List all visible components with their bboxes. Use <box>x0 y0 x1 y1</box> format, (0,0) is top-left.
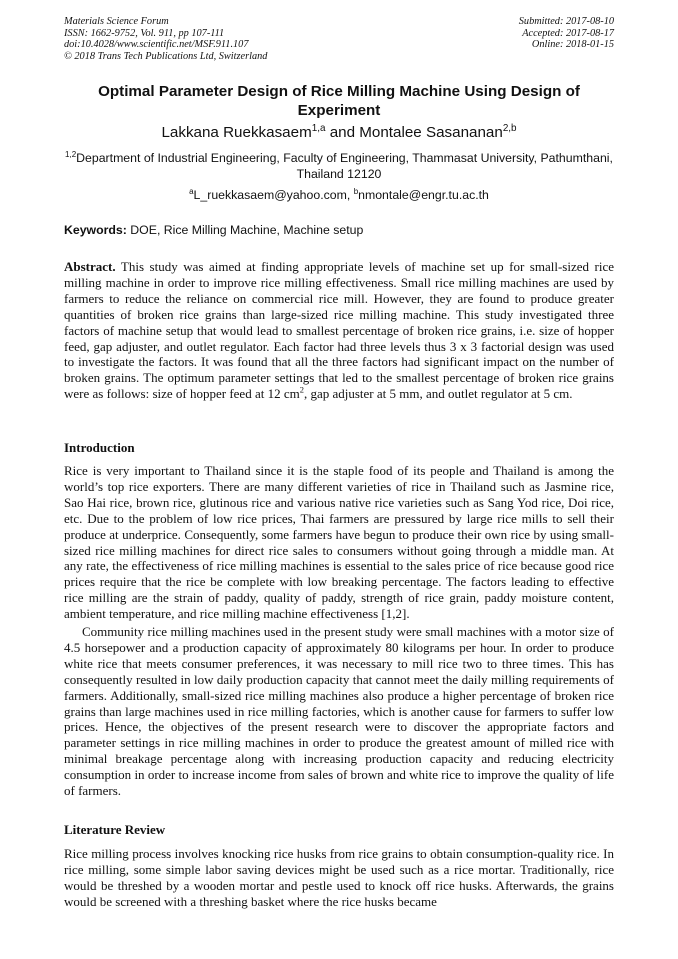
keywords <box>64 222 614 238</box>
literature-review-heading: Literature Review <box>64 822 166 837</box>
author-list <box>64 124 614 142</box>
affiliation <box>64 150 614 182</box>
introduction-paragraph-1: Rice is very important to Thailand since it is the staple food of its people and Thailand is among the world’s top rice exporters. There are many different varieties of rice in Thailand such as Jasmine rice, Sao Hai rice, brown rice, glutinous rice and various native rice varieties such as Sang Yod rice, Doi rice, etc. Due to the problem of low rice prices, Thai farmers are pressured by large rice mills to sell their produce at underprice. Consequently, some farmers have begun to produce their own rice by using small-sized rice milling machines for direct rice sales to consumers without going through a middle man. At any rate, the effectiveness of rice milling machines is essential to the sales price of rice because good rice prices require that the rice be complete with low breaking percentage. The factors leading to effective rice milling are the strain of paddy, quality of paddy, strength of rice grain, paddy moisture content, ambient temperature, and rice milling machine effectiveness [1,2]. <box>64 463 614 622</box>
author-1: Lakkana Ruekkasaem <box>161 124 312 141</box>
keywords-label: Keywords: <box>64 223 127 237</box>
abstract <box>64 259 614 402</box>
literature-review-paragraph-1: Rice milling process involves knocking rice husks from rice grains to obtain consumption-quality rice. In rice milling, some simple labor saving devices might be used such as a rice mortar. Traditionally, rice would be threshed by a wooden mortar and pestle used to knock off rice husks. Afterwards, the grains would be screened with a threshing basket where the rice husks became <box>64 846 614 909</box>
abstract-superscript: 2 <box>299 384 304 395</box>
keywords-text: DOE, Rice Milling Machine, Machine setup <box>126 223 364 237</box>
email-separator: , <box>346 188 354 202</box>
affiliation-mark: 1,2 <box>65 149 77 159</box>
email-a: L_ruekkasaem@yahoo.com <box>193 188 347 202</box>
abstract-text-end: , gap adjuster at 5 mm, and outlet regulator at 5 cm. <box>303 386 573 402</box>
online-date: Online: 2018-01-15 <box>531 39 614 51</box>
introduction-paragraph-2: Community rice milling machines used in the present study were small machines with a motor size of 4.5 horsepower and a production capacity of approximately 80 kilograms per hour. In order to produce white rice that meets consumer preferences, it was necessary to mill rice two to three times. This has consequently resulted in low daily production capacity that cannot meet the daily milling requirements of farmers. Additionally, small-sized rice milling machines also produce a higher percentage of broken rice grains than large machines used in rice milling factories, which is another cause for farmers to suffer low prices. Hence, the objectives of the present research were to discover the appropriate factors and parameter settings in rice milling machines in order to produce the greatest amount of milled rice with minimal breakage percentage along with increasing production capacity and reducing electricity consumption in order to increase income from sales of brown and white rice to improve the quality of life of farmers. <box>64 624 614 799</box>
affiliation-text: Department of Industrial Engineering, Faculty of Engineering, Thammasat University, Pathumthani, Thailand 12120 <box>76 151 613 181</box>
author-emails <box>64 187 614 203</box>
email-b-mark: b <box>353 186 359 196</box>
abstract-text: This study was aimed at finding appropriate levels of machine set up for small-sized rice milling machine in order to improve rice milling effectiveness. Small rice milling machines are used by farmers to reduce the reliance on commercial rice mill. However, they are found to produce greater quantities of broken rice grains than large-sized rice milling machine. This study investigated three factors of machine setup that would lead to smallest percentage of broken rice grains, i.e. size of hopper feed, gap adjuster, and outlet regulator. Each factor had three levels thus 3 x 3 factorial design was used to investigate the factors. It was found that all the three factors had significant impact on the number of broken grains. The optimum parameter settings that led to the smallest percentage of broken rice grains were as follows: size of hopper feed at 12 cm <box>64 259 614 402</box>
email-a-mark: a <box>189 186 194 196</box>
copyright-line: © 2018 Trans Tech Publications Ltd, Switzerland <box>64 50 268 62</box>
author-1-affiliation-mark: 1,a <box>311 122 326 134</box>
submitted-date: Submitted: 2017-08-10 <box>518 16 614 27</box>
publication-dates <box>519 16 614 51</box>
journal-info <box>64 16 267 62</box>
issn-line: ISSN: 1662-9752, Vol. 911, pp 107-111 <box>64 27 225 39</box>
author-2-affiliation-mark: 2,b <box>502 122 517 134</box>
abstract-label: Abstract. <box>64 259 116 274</box>
introduction-heading: Introduction <box>64 440 135 455</box>
author-2: Montalee Sasananan <box>359 124 503 141</box>
author-separator: and <box>325 124 360 141</box>
accepted-date: Accepted: 2017-08-17 <box>522 27 614 39</box>
paper-title: Optimal Parameter Design of Rice Milling Machine Using Design of Experiment <box>98 83 580 119</box>
journal-name: Materials Science Forum <box>64 16 169 27</box>
doi-line: doi:10.4028/www.scientific.net/MSF.911.107 <box>64 39 249 51</box>
email-b: nmontale@engr.tu.ac.th <box>358 188 489 202</box>
